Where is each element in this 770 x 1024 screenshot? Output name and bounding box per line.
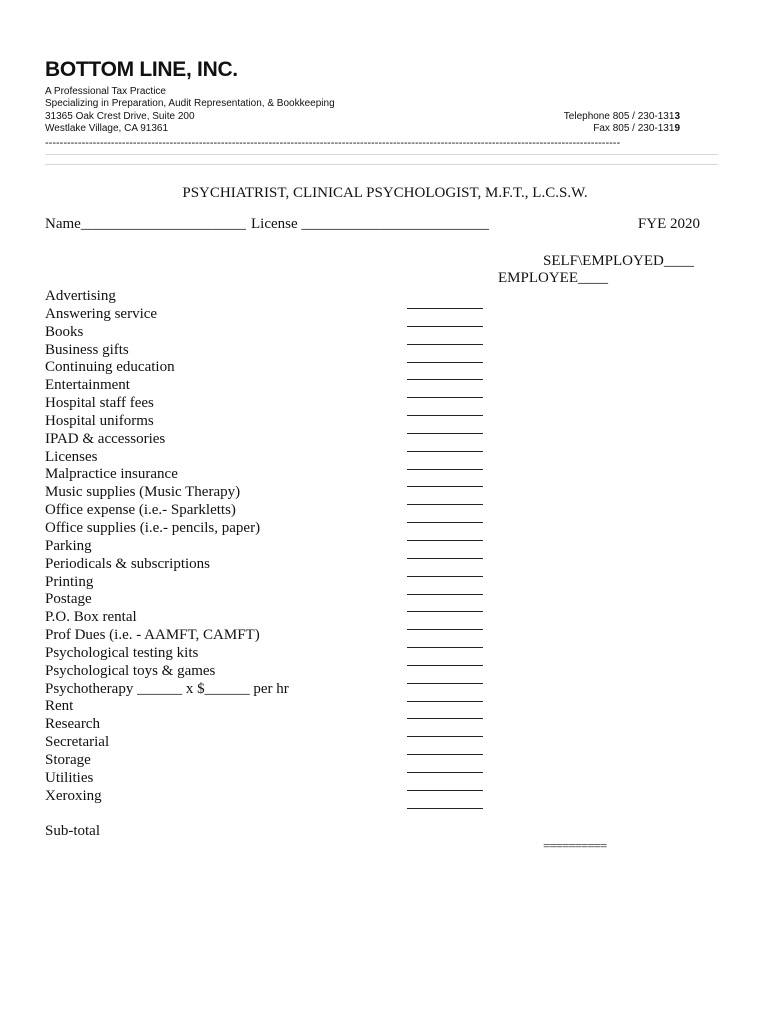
divider-line: [45, 164, 718, 165]
list-item: [45, 288, 505, 306]
fax-last-digit: 9: [674, 123, 680, 134]
expense-label: Psychological toys & games: [45, 662, 216, 679]
expense-label: Continuing education: [45, 359, 175, 376]
list-item: [45, 698, 505, 716]
expense-label: Parking: [45, 537, 92, 554]
list-item: [45, 716, 505, 734]
company-specialty: Specializing in Preparation, Audit Representation, & Bookkeeping: [45, 98, 335, 109]
list-item: [45, 306, 505, 324]
subtotal-double-rule: ==========: [543, 838, 607, 853]
expense-label: Business gifts: [45, 341, 129, 358]
expense-label: P.O. Box rental: [45, 609, 137, 626]
list-item: [45, 574, 505, 592]
list-item: [45, 752, 505, 770]
address-line-1: 31365 Oak Crest Drive, Suite 200: [45, 111, 195, 122]
list-item: [45, 556, 505, 574]
expense-list: [45, 288, 505, 805]
self-employed-field[interactable]: SELF\EMPLOYED____: [543, 253, 694, 269]
expense-label: Entertainment: [45, 377, 130, 394]
list-item: [45, 324, 505, 342]
list-item: [45, 591, 505, 609]
list-item: [45, 484, 505, 502]
list-item: [45, 342, 505, 360]
expense-label: Advertising: [45, 288, 116, 304]
list-item: [45, 609, 505, 627]
list-item: [45, 538, 505, 556]
list-item: [45, 466, 505, 484]
company-name: BOTTOM LINE, INC.: [45, 58, 238, 81]
expense-label: Office expense (i.e.- Sparkletts): [45, 502, 236, 519]
telephone-number: [564, 111, 680, 124]
list-item: [45, 734, 505, 752]
expense-label: Office supplies (i.e.- pencils, paper): [45, 519, 261, 536]
employee-field[interactable]: EMPLOYEE____: [498, 270, 608, 286]
fax-label: Fax 805 / 230-131: [593, 123, 675, 134]
form-title: PSYCHIATRIST, CLINICAL PSYCHOLOGIST, M.F.T., L.C.S.W.: [182, 185, 588, 201]
expense-label: Utilities: [45, 769, 94, 786]
expense-label: Storage: [45, 751, 91, 768]
expense-label: Printing: [45, 573, 94, 590]
expense-label: Music supplies (Music Therapy): [45, 484, 241, 501]
address-line-2: Westlake Village, CA 91361: [45, 123, 169, 134]
license-field[interactable]: License _________________________: [251, 216, 489, 232]
expense-label: Rent: [45, 698, 74, 715]
list-item: [45, 681, 505, 699]
list-item: [45, 520, 505, 538]
expense-label: Answering service: [45, 305, 158, 322]
fax-number: [593, 123, 680, 136]
list-item: [45, 359, 505, 377]
expense-label: Licenses: [45, 448, 98, 465]
list-item: [45, 770, 505, 788]
list-item: [45, 431, 505, 449]
divider-line: [45, 154, 718, 155]
dashed-divider: -------------------------------------------------------------------------------------------------------------------------------------------------------------: [45, 138, 621, 148]
list-item: [45, 502, 505, 520]
expense-label: IPAD & accessories: [45, 430, 166, 447]
list-item: [45, 413, 505, 431]
expense-label: Hospital uniforms: [45, 412, 154, 429]
expense-label: Hospital staff fees: [45, 395, 154, 412]
list-item: [45, 395, 505, 413]
list-item: [45, 377, 505, 395]
list-item: [45, 627, 505, 645]
company-tagline: A Professional Tax Practice: [45, 86, 166, 97]
expense-label: Malpractice insurance: [45, 466, 178, 483]
expense-label: Postage: [45, 591, 92, 608]
list-item: [45, 645, 505, 663]
telephone-label: Telephone 805 / 230-131: [563, 111, 675, 122]
list-item: [45, 788, 505, 806]
name-field[interactable]: Name______________________: [45, 216, 246, 232]
fiscal-year-end: FYE 2020: [637, 216, 700, 232]
expense-label: Psychotherapy ______ x $______ per hr: [45, 680, 289, 697]
subtotal-label: Sub-total: [45, 823, 100, 839]
expense-label: Secretarial: [45, 734, 110, 751]
expense-label: Prof Dues (i.e. - AAMFT, CAMFT): [45, 627, 260, 644]
amount-blank[interactable]: [407, 791, 483, 809]
expense-label: Research: [45, 716, 100, 733]
list-item: [45, 449, 505, 467]
expense-label: Books: [45, 323, 84, 340]
telephone-last-digit: 3: [674, 111, 680, 122]
list-item: [45, 663, 505, 681]
expense-label: Xeroxing: [45, 787, 102, 804]
expense-label: Periodicals & subscriptions: [45, 555, 210, 572]
expense-label: Psychological testing kits: [45, 644, 199, 661]
